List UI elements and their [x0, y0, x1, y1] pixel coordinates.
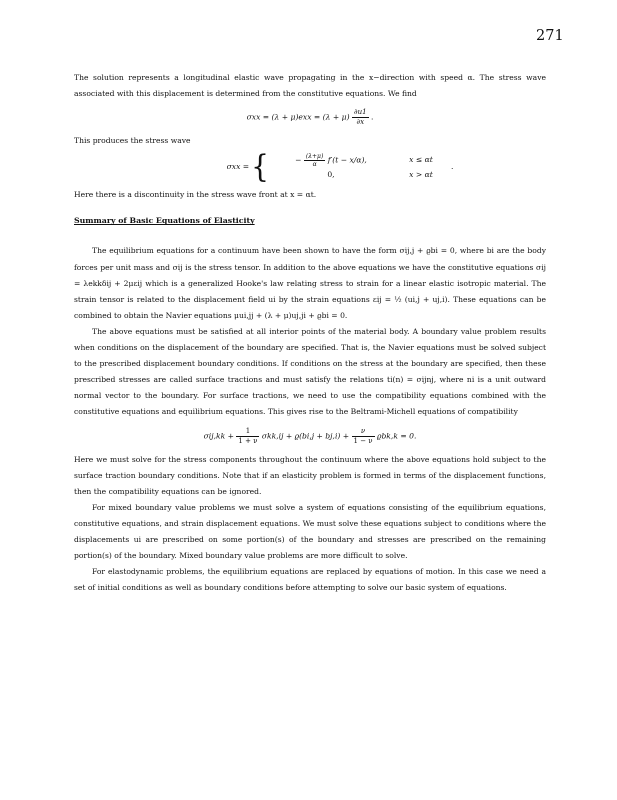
eq1-lhs: σxx = (λ + μ)exx = (λ + μ) [246, 112, 350, 122]
eq1-num: ∂u1 [353, 108, 367, 117]
eq2-cases [271, 153, 454, 181]
eq3-fraction-1: $\frac{1}{1 + \nu}$ [238, 426, 258, 445]
paragraph-mixed-bvp: For mixed boundary value problems we must solve a system of equations consisting of the equilibrium equations, constitutive equations, and strain displacement equations. We must solve these equations subject to conditions where the displacements ui are prescribed on some portion(s) of the boundary and stresses are prescribed on the remaining portion(s) of the boundary. Mixed boundary value problems are more difficult to solve. [74, 502, 546, 561]
eq2-case-2: 0, x > αt [327, 170, 433, 180]
paragraph-stress-components: Here we must solve for the stress components throughout the continuum where the above equations hold subject to the surface traction boundary conditions. Note that if an elasticity problem is formed in terms of the displacement functions, then the compatibility equations can be ignored. [74, 454, 546, 496]
paragraph-discontinuity: Here there is a discontinuity in the stress wave front at x = αt. [74, 190, 317, 200]
eq1-den: ∂x [356, 118, 365, 127]
paragraph-stress-wave: This produces the stress wave [74, 136, 191, 146]
equation-stress-xx [74, 108, 546, 127]
eq2-lhs: σxx = [226, 162, 250, 172]
paragraph-elastodynamic: For elastodynamic problems, the equilibrium equations are replaced by equations of motion. In this case we need a set of initial conditions as well as boundary conditions before attempting to solve our basic system of equations. [74, 567, 546, 593]
eq3-fraction-2: $\frac{\nu}{1 - \nu}$ [353, 426, 373, 445]
page-content [74, 70, 546, 596]
eq1-fraction [352, 108, 369, 127]
page-number: 271 [536, 28, 564, 44]
paragraph-equilibrium: The equilibrium equations for a continuum have been shown to have the form σij,j + ϱbi = 0, where bi are the body forces per unit mass and σij is the stress tensor. In addition to the above equations we have the constitutive equations σij = λekkδij + 2μεij which is a generalized Hooke's law relating stress to strain for a linear elastic isotropic material. The strain tensor is related to the displacement field ui by the strain equations εij = ½ (ui,j + uj,i). These equations can be combined to obtain the Navier equations μui,jj + (λ + μ)uj,ji + ϱbi = 0. [74, 246, 546, 320]
paragraph-wave-intro: The solution represents a longitudinal elastic wave propagating in the x−direction with speed α. The stress wave associated with this displacement is determined from the constitutive equations. We find [74, 73, 546, 99]
equation-beltrami-michell: σij,kk + $\frac{1}{1 + \nu}$ σkk,ij + ϱ(bi,j + bj,i) + $\frac{\nu}{1 - \nu}$ ϱbk,k = 0. [203, 426, 417, 445]
section-heading: Summary of Basic Equations of Elasticity [74, 216, 255, 226]
left-brace-icon: { [251, 148, 269, 185]
paragraph-boundary: The above equations must be satisfied at all interior points of the material body. A boundary value problem results when conditions on the displacement of the boundary are specified. That is, the Navier equations must be solved subject to the prescribed displacement boundary conditions. If conditions on the stress at the boundary are specified, then these prescribed stresses are called surface tractions and must satisfy the relations ti(n) = σijnj, where ni is a unit outward normal vector to the boundary. For surface tractions, we need to use the compatibility equations combined with the constitutive equations and equilibrium equations. This gives rise to the Beltrami-Michell equations of compatibility [74, 326, 546, 417]
eq1-tail: . [370, 112, 374, 122]
eq2-case-1: − $\frac{(\lambda+\mu)}{\alpha}$ f′(t − x/α), x ≤ αt [295, 153, 433, 169]
equation-piecewise-stress [134, 148, 546, 185]
eq2-tail: . [450, 162, 454, 172]
